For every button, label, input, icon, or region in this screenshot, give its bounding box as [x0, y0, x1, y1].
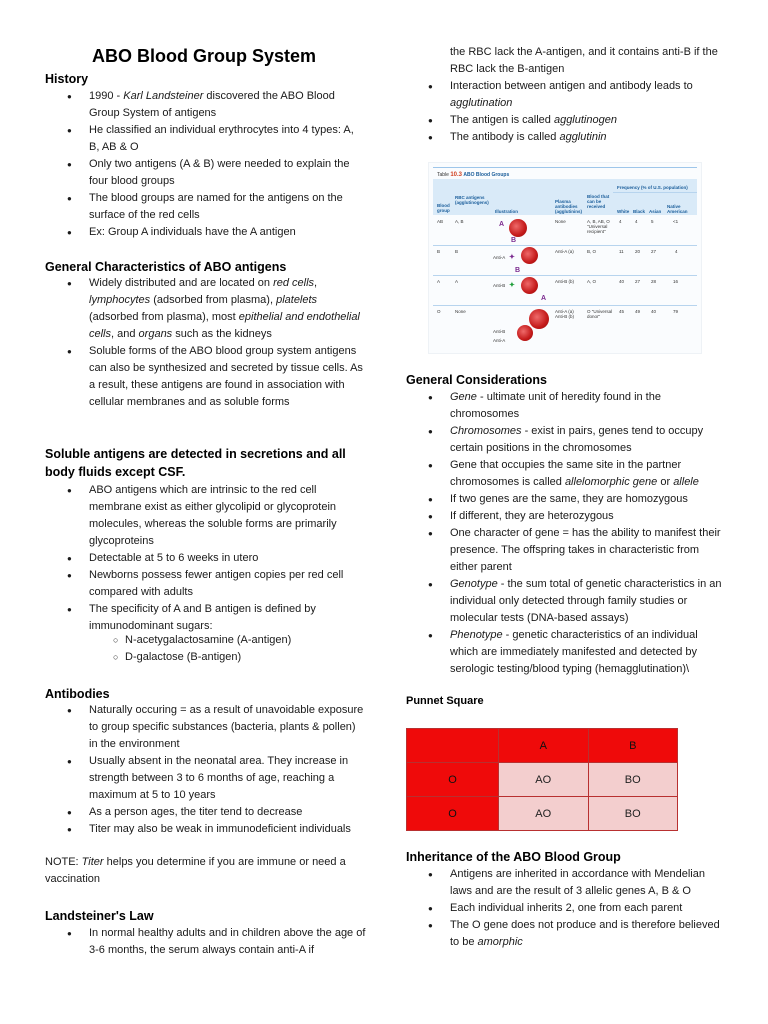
list-item: ● Ex: Group A individuals have the A antigen: [45, 224, 367, 241]
list-item: ● Gene - ultimate unit of heredity found in the chromosomes: [406, 389, 728, 423]
italic-term: epithelial and endothelial cells: [89, 311, 360, 340]
anti-a-label: Anti-A: [493, 255, 506, 260]
list-item: ● Genotype - the sum total of genetic characteristics in an individual only detected through family studies or molecular tests (DNA-based assays): [406, 576, 728, 627]
list-item: ● One character of gene = has the ability to manifest their presence. The offspring takes in characteristic from either parent: [406, 525, 728, 576]
antigen-b-label: B: [515, 267, 521, 274]
table-row-header: O: [407, 797, 499, 831]
list-item: ● The O gene does not produce and is therefore believed to be amorphic: [406, 917, 728, 951]
italic-term: Phenotype: [450, 629, 503, 641]
list-item: ● As a person ages, the titer tend to decrease: [45, 804, 367, 821]
list-item: ● Phenotype - genetic characteristics of an individual which are immediately manifested and detected by serologic testing/blood typing (hemagglutination)\: [406, 627, 728, 678]
row-ab-antigens: A, B: [455, 219, 464, 224]
table-number: 10.3: [450, 172, 463, 178]
col-plasma-antibodies: Plasma antibodies (agglutinins): [555, 199, 582, 214]
table-title: ABO Blood Groups: [463, 172, 510, 178]
list-item: ● If different, they are heterozygous: [406, 508, 728, 525]
row-o-asian: 40: [651, 309, 657, 314]
table-cell: [407, 729, 499, 763]
col-white: White: [617, 209, 630, 214]
titer-note: NOTE: Titer helps you determine if you are immune or need a vaccination: [45, 856, 346, 885]
abo-blood-groups-table-figure: [428, 162, 702, 354]
red-cell-icon: [529, 309, 549, 329]
table-cell: AO: [499, 763, 589, 797]
col-illustration: Illustration: [495, 209, 519, 214]
list-item: ● If two genes are the same, they are homozygous: [406, 491, 728, 508]
red-cell-icon: [521, 247, 538, 264]
row-a-group: A: [437, 279, 441, 284]
list-item: ● Newborns possess fewer antigen copies per red cell compared with adults: [45, 567, 367, 601]
list-item: ● Interaction between antigen and antibody leads to agglutination: [406, 78, 728, 112]
anti-b-label: Anti-B: [493, 329, 506, 334]
list-item: ● The specificity of A and B antigen is defined by immunodominant sugars:: [45, 601, 367, 635]
landsteiners-law-list: [45, 925, 367, 959]
punnett-square-table: [406, 728, 678, 831]
header-rule: [613, 192, 697, 193]
row-a-asian: 28: [651, 279, 657, 284]
red-cell-icon: [517, 325, 533, 341]
row-ab-group: AB: [437, 219, 444, 224]
col-blood-received: Blood that can be received: [587, 194, 610, 209]
row-a-antigens: A: [455, 279, 459, 284]
inheritance-list: [406, 866, 728, 951]
table-label: Table: [437, 172, 449, 178]
italic-term: agglutinogen: [553, 114, 617, 126]
list-item: ● Only two antigens (A & B) were needed to explain the four blood groups: [45, 156, 367, 190]
inheritance-heading: Inheritance of the ABO Blood Group: [406, 850, 621, 864]
list-item: ● In normal healthy adults and in children above the age of 3-6 months, the serum always contain anti-A if: [45, 925, 367, 959]
col-rbc-antigens: RBC antigens (agglutinogens): [455, 195, 489, 205]
italic-term: agglutinin: [559, 131, 607, 143]
table-row: [407, 797, 678, 831]
list-item: ● Gene that occupies the same site in the partner chromosomes is called allelomorphic gene or allele: [406, 457, 728, 491]
row-divider: [433, 245, 697, 246]
soluble-antigens-heading: Soluble antigens are detected in secretions and all body fluids except CSF.: [45, 447, 346, 479]
list-item: ● The antigen is called agglutinogen: [406, 112, 728, 129]
row-b-white: 11: [619, 249, 624, 254]
list-item: ● Each individual inherits 2, one from each parent: [406, 900, 728, 917]
table-row: [407, 729, 678, 763]
italic-term: Titer: [81, 856, 104, 868]
italic-term: agglutination: [450, 97, 513, 109]
sub-list-item: ○ N-acetygalactosamine (A-antigen): [45, 632, 367, 649]
italic-term: organs: [138, 328, 173, 340]
row-a-antibodies: Anti-B (b): [555, 279, 575, 284]
list-item: ● ABO antigens which are intrinsic to the red cell membrane exist as either glycolipid or glycoprotein molecules, whereas the soluble forms are primarily glycoproteins: [45, 482, 367, 550]
antigen-b-label: B: [511, 237, 517, 244]
italic-term: Chromosomes: [450, 425, 522, 437]
italic-term: red cells: [273, 277, 315, 289]
sugars-sublist: [45, 632, 367, 666]
row-a-black: 27: [635, 279, 641, 284]
row-ab-native: <1: [673, 219, 679, 224]
table-row-header: O: [407, 763, 499, 797]
italic-term: allelomorphic gene: [564, 476, 658, 488]
general-considerations-list: [406, 389, 728, 678]
row-divider: [433, 305, 697, 306]
general-characteristics-heading: General Characteristics of ABO antigens: [45, 260, 287, 274]
list-item: ● The blood groups are named for the antigens on the surface of the red cells: [45, 190, 367, 224]
col-blood-group: Blood group: [437, 203, 450, 213]
row-o-group: O: [437, 309, 441, 314]
agglutination-list: [406, 78, 728, 146]
anti-b-marker-icon: ✦: [509, 282, 515, 289]
list-item: ● Chromosomes - exist in pairs, genes tend to occupy certain positions in the chromosomes: [406, 423, 728, 457]
row-b-group: B: [437, 249, 441, 254]
row-o-native: 79: [673, 309, 679, 314]
row-o-black: 49: [635, 309, 641, 314]
row-a-received: A, O: [587, 279, 597, 284]
list-item: ● Detectable at 5 to 6 weeks in utero: [45, 550, 367, 567]
list-item: ● Naturally occuring = as a result of unavoidable exposure to group specific substances (bacteria, plants & pollen) in the environment: [45, 702, 367, 753]
antibodies-heading: Antibodies: [45, 687, 110, 701]
list-item: ● 1990 - Karl Landsteiner discovered the ABO Blood Group System of antigens: [45, 88, 367, 122]
frequency-header: Frequency (% of U.S. population): [617, 185, 688, 190]
row-ab-white: 4: [619, 219, 622, 224]
row-divider: [433, 275, 697, 276]
figure-caption: [437, 172, 509, 178]
row-a-white: 40: [619, 279, 625, 284]
italic-term: Gene: [450, 391, 477, 403]
history-list: [45, 88, 367, 241]
row-o-received: O "Universal donor": [587, 309, 613, 319]
anti-b-label: Anti-B: [493, 283, 506, 288]
red-cell-icon: [509, 219, 527, 237]
antigen-a-label: A: [499, 221, 505, 228]
row-ab-received: A, B, AB, O "Universal recipient": [587, 219, 610, 234]
list-item: ● Widely distributed and are located on red cells, lymphocytes (adsorbed from plasma), platelets (adsorbed from plasma), most epithelial and endothelial cells, and organs such as the kidneys: [45, 275, 367, 343]
general-considerations-heading: General Considerations: [406, 373, 548, 387]
table-cell: AO: [499, 797, 589, 831]
list-item: ● Antigens are inherited in accordance with Mendelian laws and are the result of 3 allelic genes A, B & O: [406, 866, 728, 900]
punnett-square-heading: Punnet Square: [406, 695, 484, 707]
row-ab-antibodies: None: [555, 219, 566, 224]
list-item: ● Usually absent in the neonatal area. They increase in strength between 3 to 6 months of age, reaching a maximum at 5 to 10 years: [45, 753, 367, 804]
general-characteristics-list: [45, 275, 367, 411]
row-b-native: 4: [675, 249, 678, 254]
italic-term: Genotype: [450, 578, 498, 590]
figure-top-rule: [433, 167, 697, 168]
row-ab-asian: 5: [651, 219, 654, 224]
landsteiners-law-heading: Landsteiner's Law: [45, 909, 154, 923]
table-header-cell: B: [588, 729, 678, 763]
list-item: ● Soluble forms of the ABO blood group system antigens can also be synthesized and secreted by tissue cells. As a result, these antigens are found in association with cellular membranes and as soluble forms: [45, 343, 367, 411]
table-header-cell: A: [499, 729, 589, 763]
italic-term: Karl Landsteiner: [123, 90, 204, 102]
row-b-antigens: B: [455, 249, 459, 254]
italic-term: lymphocytes: [89, 294, 151, 306]
row-b-asian: 27: [651, 249, 657, 254]
row-o-antibodies: Anti-A (a) Anti-B (b): [555, 309, 575, 319]
row-o-white: 45: [619, 309, 625, 314]
row-b-antibodies: Anti-A (a): [555, 249, 574, 254]
anti-a-marker-icon: ✦: [509, 254, 515, 261]
list-item: ● He classified an individual erythrocytes into 4 types: A, B, AB & O: [45, 122, 367, 156]
list-item: ● Titer may also be weak in immunodeficient individuals: [45, 821, 367, 838]
col-native-american: Native American: [667, 204, 688, 214]
landsteiners-law-continuation: the RBC lack the A-antigen, and it contains anti-B if the RBC lack the B-antigen: [450, 46, 718, 75]
row-o-antigens: None: [455, 309, 466, 314]
red-cell-icon: [521, 277, 538, 294]
italic-term: amorphic: [477, 936, 523, 948]
page-title: ABO Blood Group System: [92, 46, 317, 66]
italic-term: allele: [673, 476, 699, 488]
antigen-a-label: A: [541, 295, 547, 302]
table-cell: BO: [588, 797, 678, 831]
row-ab-black: 4: [635, 219, 638, 224]
col-black: Black: [633, 209, 646, 214]
sub-list-item: ○ D-galactose (B-antigen): [45, 649, 367, 666]
antibodies-list: [45, 702, 367, 838]
italic-term: platelets: [276, 294, 318, 306]
row-a-native: 16: [673, 279, 679, 284]
soluble-antigens-list: [45, 482, 367, 635]
history-heading: History: [45, 72, 89, 86]
table-row: [407, 763, 678, 797]
row-b-received: B, O: [587, 249, 597, 254]
table-cell: BO: [588, 763, 678, 797]
row-b-black: 20: [635, 249, 641, 254]
anti-a-label: Anti-A: [493, 338, 506, 343]
col-asian: Asian: [649, 209, 662, 214]
list-item: ● The antibody is called agglutinin: [406, 129, 728, 146]
